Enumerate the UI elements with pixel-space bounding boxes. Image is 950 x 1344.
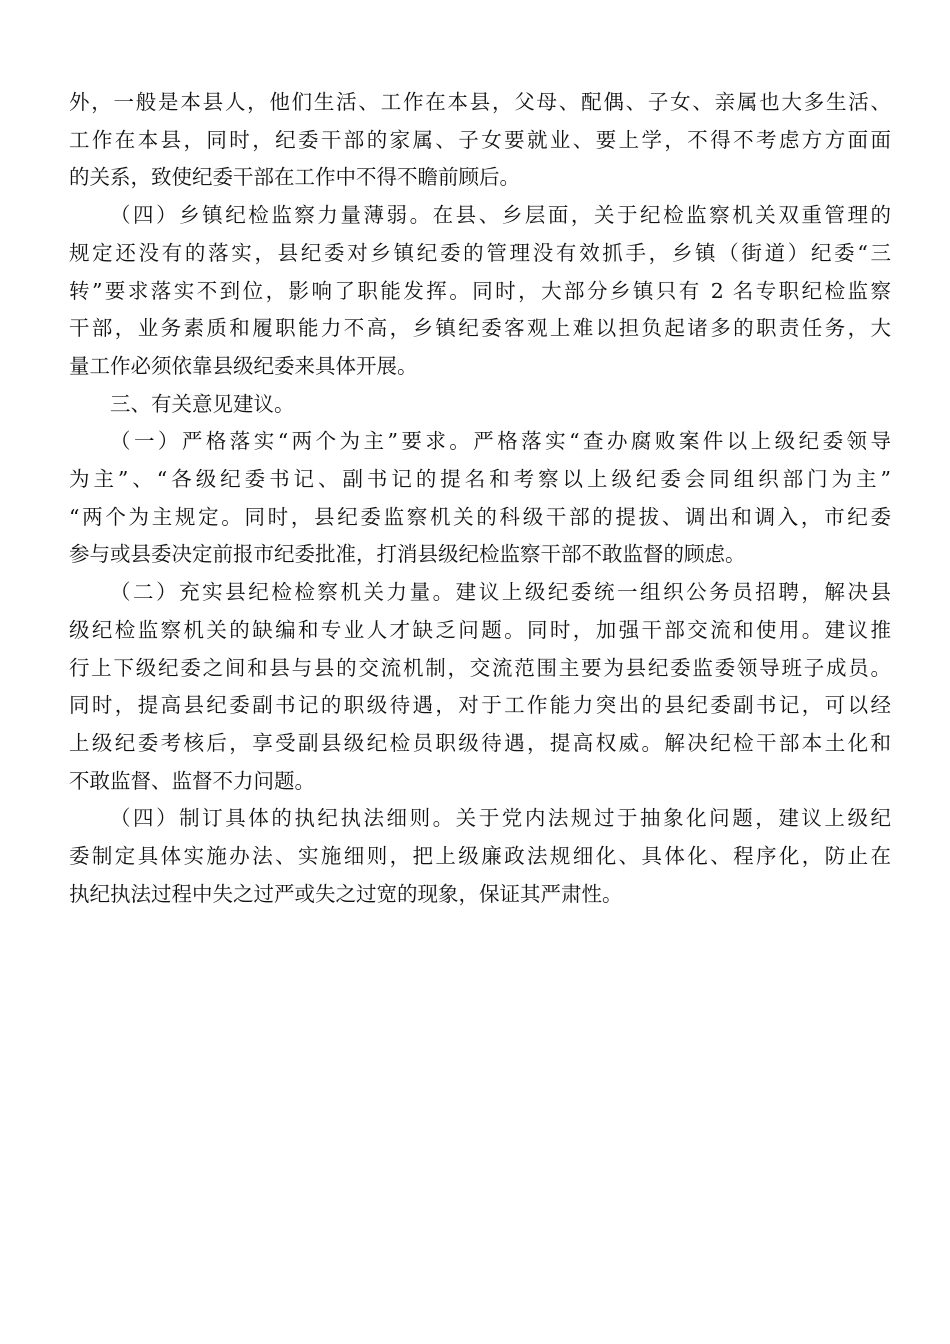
text-line: 同时，提高县纪委副书记的职级待遇，对于工作能力突出的县纪委副书记，可以经 [69,693,891,718]
text-line: 干部，业务素质和履职能力不高，乡镇纪委客观上难以担负起诸多的职责任务，大 [69,316,891,341]
text-line: （四）乡镇纪检监察力量薄弱。在县、乡层面，关于纪检监察机关双重管理的 [110,203,891,228]
text-line: 参与或县委决定前报市纪委批准，打消县级纪检监察干部不敢监督的顾虑。 [69,542,746,567]
text-line: 为主”、“各级纪委书记、副书记的提名和考察以上级纪委会同组织部门为主” [69,467,891,492]
text-line: 不敢监督、监督不力问题。 [69,768,315,793]
text-line: 委制定具体实施办法、实施细则，把上级廉政法规细化、具体化、程序化，防止在 [69,844,891,869]
paragraph [69,574,891,800]
document-page [69,84,891,913]
section-heading-text: 三、有关意见建议。 [110,391,295,416]
text-line: （四）制订具体的执纪执法细则。关于党内法规过于抽象化问题，建议上级纪 [110,806,891,831]
text-line: 外，一般是本县人，他们生活、工作在本县，父母、配偶、子女、亲属也大多生活、 [69,90,891,114]
text-line: 执纪执法过程中失之过严或失之过宽的现象，保证其严肃性。 [69,881,623,906]
text-line: （二）充实县纪检检察机关力量。建议上级纪委统一组织公务员招聘，解决县 [110,580,891,605]
text-line: 转”要求落实不到位，影响了职能发挥。同时，大部分乡镇只有 2 名专职纪检监察 [69,278,891,303]
paragraph [69,800,891,913]
text-line: 上级纪委考核后，享受副县级纪检员职级待遇，提高权威。解决纪检干部本土化和 [69,730,891,755]
paragraph [69,423,891,574]
text-line: 级纪检监察机关的缺编和专业人才缺乏问题。同时，加强干部交流和使用。建议推 [69,617,891,642]
text-line: 规定还没有的落实，县纪委对乡镇纪委的管理没有效抓手，乡镇（街道）纪委“三 [69,240,891,265]
text-line: 量工作必须依靠县级纪委来具体开展。 [69,353,418,378]
text-line: “两个为主规定。同时，县纪委监察机关的科级干部的提拔、调出和调入，市纪委 [69,504,891,529]
paragraph [69,197,891,386]
paragraph [69,84,891,197]
text-line: （一）严格落实“两个为主”要求。严格落实“查办腐败案件以上级纪委领导 [110,429,891,454]
text-line: 行上下级纪委之间和县与县的交流机制，交流范围主要为县纪委监委领导班子成员。 [69,655,891,680]
text-line: 工作在本县，同时，纪委干部的家属、子女要就业、要上学，不得不考虑方方面面 [69,127,891,152]
section-heading [69,386,891,424]
text-line: 的关系，致使纪委干部在工作中不得不瞻前顾后。 [69,165,520,190]
